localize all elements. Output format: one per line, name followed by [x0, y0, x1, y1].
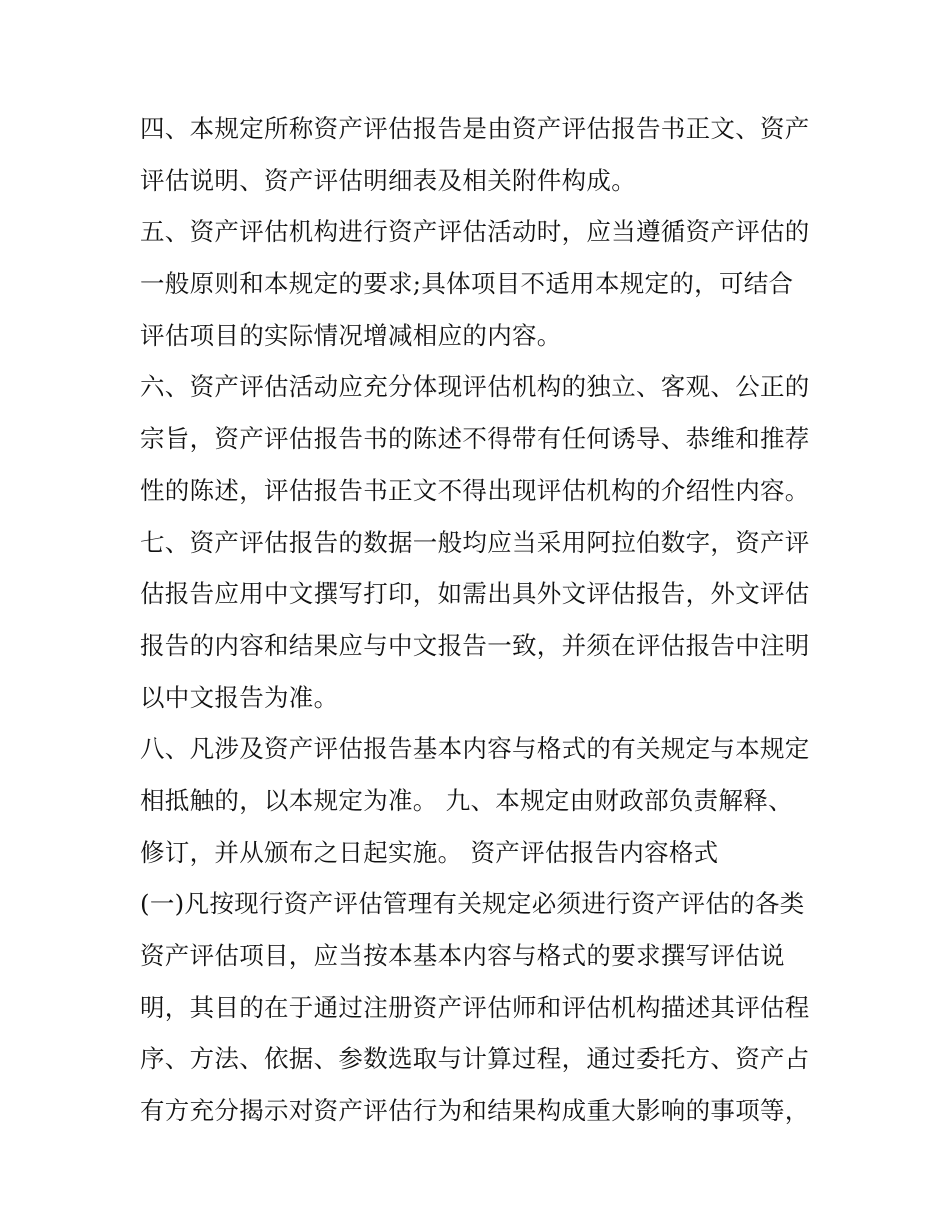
- text-line: 四、本规定所称资产评估报告是由资产评估报告书正文、资产: [140, 114, 810, 143]
- text-line: 有方充分揭示对资产评估行为和结果构成重大影响的事项等，: [140, 1096, 810, 1126]
- document-body: [140, 103, 820, 1137]
- text-line: 明，其目的在于通过注册资产评估师和评估机构描述其评估程: [140, 992, 810, 1022]
- text-line: 五、资产评估机构进行资产评估活动时，应当遵循资产评估的: [140, 217, 810, 247]
- text-line: 以中文报告为准。: [140, 682, 339, 712]
- text-line: 序、方法、依据、参数选取与计算过程，通过委托方、资产占: [140, 1044, 810, 1074]
- text-line: 估报告应用中文撰写打印，如需出具外文评估报告，外文评估: [140, 579, 810, 609]
- text-line: 资产评估项目，应当按本基本内容与格式的要求撰写评估说: [140, 941, 785, 970]
- text-line: 七、资产评估报告的数据一般均应当采用阿拉伯数字，资产评: [140, 527, 810, 557]
- text-line: 宗旨，资产评估报告书的陈述不得带有任何诱导、恭维和推荐: [140, 424, 810, 454]
- text-line: 报告的内容和结果应与中文报告一致，并须在评估报告中注明: [140, 630, 810, 660]
- text-line: (一)凡按现行资产评估管理有关规定必须进行资产评估的各类: [140, 889, 805, 919]
- text-line: 评估项目的实际情况增减相应的内容。: [140, 320, 562, 350]
- text-line: 修订，并从颁布之日起实施。 资产评估报告内容格式: [140, 837, 719, 867]
- text-line: 评估说明、资产评估明细表及相关附件构成。: [140, 165, 636, 195]
- text-line: 相抵触的，以本规定为准。 九、本规定由财政部负责解释、: [140, 785, 793, 815]
- text-line: 八、凡涉及资产评估报告基本内容与格式的有关规定与本规定: [140, 734, 810, 764]
- text-line: 六、资产评估活动应充分体现评估机构的独立、客观、公正的: [140, 372, 810, 402]
- text-line: 性的陈述，评估报告书正文不得出现评估机构的介绍性内容。: [140, 475, 810, 505]
- text-line: 一般原则和本规定的要求;具体项目不适用本规定的，可结合: [140, 269, 794, 299]
